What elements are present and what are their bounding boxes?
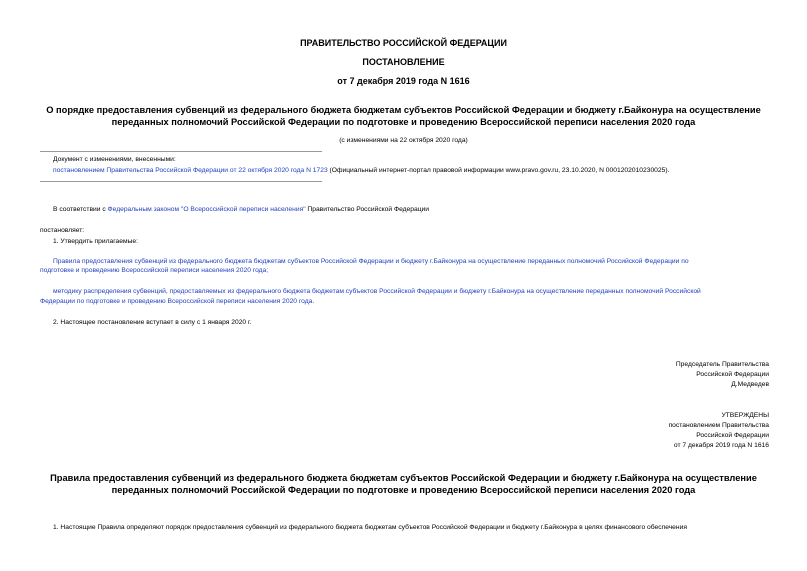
amendments-bottom-divider [40, 181, 322, 182]
rules-title-line-1: Правила предоставления субвенций из федерального бюджета бюджетам субъектов Российской Федерации и бюджету г.Байконура на осуществление [50, 473, 757, 483]
government-name: ПРАВИТЕЛЬСТВО РОССИЙСКОЙ ФЕДЕРАЦИИ [300, 38, 507, 48]
signature-name: Д.Медведев [731, 381, 769, 388]
amendments-top-divider [40, 151, 322, 152]
method-link-line-1[interactable]: методику распределения субвенций, предоставляемых из федерального бюджета бюджетам субъектов Российской Федерации и бюджету г.Байконура на осуществление переданных полномочий Российской [53, 288, 701, 295]
rules-link-line-2[interactable]: подготовке и проведению Всероссийской переписи населения 2020 года; [40, 267, 269, 274]
document-title-line-1: О порядке предоставления субвенций из федерального бюджета бюджетам субъектов Российской Федерации и бюджету г.Байконура на осуществление [46, 105, 761, 115]
signature-title: Председатель Правительства [675, 361, 769, 368]
document-date-number: от 7 декабря 2019 года N 1616 [337, 76, 470, 86]
amendment-source: (Официальный интернет-портал правовой информации www.pravo.gov.ru, 23.10.2020, N 0001202010230025). [327, 167, 670, 174]
decrees-word: постановляет: [40, 227, 85, 234]
signature-country: Российской Федерации [696, 371, 769, 378]
preamble-suffix: Правительство Российской Федерации [305, 206, 430, 213]
method-link-line-2[interactable]: Федерации по подготовке и проведению Всероссийской переписи населения 2020 года. [40, 298, 315, 305]
rules-link-line-1[interactable]: Правила предоставления субвенций из федерального бюджета бюджетам субъектов Российской Федерации и бюджету г.Байконура на осуществление переданных полномочий Российской Федерации по [53, 258, 689, 265]
rules-title-line-2: переданных полномочий Российской Федерации по подготовке и проведению Всероссийской переписи населения 2020 года [111, 485, 696, 495]
preamble [53, 205, 429, 214]
preamble-prefix: В соответствии с [53, 206, 108, 213]
document-title-line-2: переданных полномочий Российской Федерации по подготовке и проведению Всероссийской переписи населения 2020 года [111, 117, 696, 127]
amendments-line [53, 166, 669, 175]
amendments-intro: Документ с изменениями, внесенными: [53, 156, 176, 163]
item-2: 2. Настоящее постановление вступает в силу с 1 января 2020 г. [53, 319, 252, 326]
changes-note: (с изменениями на 22 октября 2020 года) [339, 137, 468, 144]
amendment-link[interactable]: постановлением Правительства Российской Федерации от 22 октября 2020 года N 1723 [53, 167, 328, 174]
approved-line-4: от 7 декабря 2019 года N 1616 [673, 442, 769, 449]
item-1: 1. Утвердить прилагаемые: [53, 238, 138, 245]
document-type: ПОСТАНОВЛЕНИЕ [362, 57, 445, 67]
approved-heading: УТВЕРЖДЕНЫ [721, 412, 769, 419]
federal-law-link[interactable]: Федеральным законом "О Всероссийской переписи населения" [107, 206, 306, 213]
approved-line-2: постановлением Правительства [668, 422, 769, 429]
rules-paragraph-1: 1. Настоящие Правила определяют порядок предоставления субвенций из федерального бюджета бюджетам субъектов Российской Федерации и бюджету г.Байконура в целях финансового обеспечения [53, 524, 687, 531]
approved-line-3: Российской Федерации [696, 432, 769, 439]
